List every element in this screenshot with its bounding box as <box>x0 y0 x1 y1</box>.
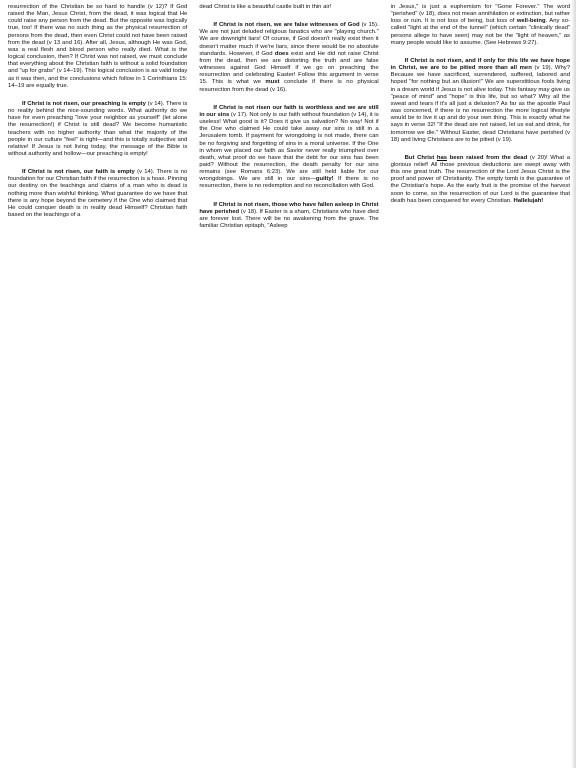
bold-text-run: If Christ is not risen, we are false witnesses of God <box>213 22 360 29</box>
bold-text-run: If Christ is not risen our faith is worthless and we are still in our sins <box>199 104 379 118</box>
paragraph <box>391 155 570 205</box>
paragraph <box>8 101 187 158</box>
paragraph <box>391 58 570 144</box>
text-run: (v 18). If Easter is a sham, Christians who have died are forever lost. There will be no awakening from the grave. The familiar Christian epitaph, "Asleep <box>199 208 379 230</box>
text-run: (v 14). There is no foundation for our Christian faith if the resurrection is a hoax. Pinning our destiny on the teachings and claims of a man who is dead is nothing more than wishful thinking. What guarantee do we have that there is any hope beyond the cemetery if the One who claimed that He could conquer death is in reality dead Himself? Christian faith based on the teachings of a <box>8 169 188 219</box>
bold-text-run: If Christ is not risen, and if only for this life we have hope in Christ, we are to be pitied more than all men <box>390 57 570 72</box>
text-column-3 <box>391 4 570 768</box>
bold-text-run: If Christ is not risen, our faith is empty <box>22 169 135 176</box>
text-run: (v 17). Not only is our faith without foundation (v 14), it is useless! What good is it? Does it give us salvation? No way! Not if the One who claimed He could take away our sins is still in a Jerusalem tomb. If payment for wrongdoing is not made, there can be no forgiving and forgetting of sins in a moral universe. If the One in whom we placed our faith as Savior never really triumphed over death, what proof do we have that the debt for our sins has been paid? Without the resurrection, the death penalty for our sins remains (see Romans 6:23). We are still held liable for our wrongdoings. We are still in our sins— <box>199 111 379 183</box>
bold-text-run: must <box>265 79 280 86</box>
text-run: (v 15). We are not just deluded religious fanatics who are "playing church." We are downright liars! Of course, if God doesn't really exist then it doesn't matter much if we're liars, since there would be no absolute standards. However, if God <box>199 22 379 57</box>
bold-text-run: If Christ is not risen, those who have fallen asleep in Christ have perished <box>199 201 379 215</box>
bold-text-run: been raised from the dead <box>447 154 528 161</box>
text-column-2 <box>199 4 378 768</box>
paragraph <box>199 22 378 94</box>
paragraph <box>8 169 187 219</box>
text-run: (v 20)! What a glorious relief! All those previous deductions are swept away with this one great truth. The resurrection of the Lord Jesus Christ is the proof and power of Christianity. The empty tomb is the guarantee of the Christian's hope. As the early fruit is the promise of the harvest soon to come, so the resurrection of our Lord is the guarantee that death has been conquered for every Christian. <box>390 154 570 204</box>
paragraph <box>8 4 187 90</box>
text-run: dead Christ is like a beautiful castle built in thin air! <box>199 4 332 10</box>
paragraph <box>199 202 378 231</box>
text-run: exist and He did not raise Christ from the dead, then we are distorting the truth and are false witnesses against God Himself if we go on preaching the resurrection and celebrating Easter! Follow this argument in verse 15. This is what we <box>199 50 379 86</box>
text-run: resurrection of the Christian be so hard to handle (v 12)? If God raised the Man, Jesus Christ, from the dead, it was logical that He could raise any person from the dead. But the opposite was logically true, too! If there was no such thing as the physical resurrection of persons from the dead, then even Christ could not have been raised from the dead (v 13 and 16). After all, Jesus, although He was God, was a real flesh and blood person who really died. What is the logical conclusion, then? If Christ was not raised, we must conclude that everything about the Christian faith is without a solid foundation and "up for grabs" (v 14–19). This logical conclusion is as valid today as it was then, and the conclusions which follow in 1 Corinthians 15: 14–19 are equally true. <box>8 4 188 89</box>
page-edge-shadow <box>571 0 576 768</box>
text-run: in Jesus," is just a euphemism for "Gone Forever." The word "perished" (v 18), does not mean annihilation or extinction, but rather loss or ruin. It is not loss of being, but loss of <box>390 4 570 25</box>
paragraph <box>199 105 378 191</box>
bold-text-run: If Christ is not risen, our preaching is empty <box>22 100 146 107</box>
paragraph <box>199 4 378 11</box>
bold-text-run: But Christ <box>404 154 437 161</box>
bold-text-run: well-being <box>516 18 546 25</box>
text-run: . Any so-called "light at the end of the tunnel" (which certain "clinically dead" persons allege to have seen) may not be the "light of heaven," as many people would like to assume. (See Hebrews 9:27). <box>390 18 570 46</box>
bold-text-run: Hallelujah! <box>513 197 544 204</box>
text-column-1 <box>8 4 187 768</box>
text-run: (v 14). There is no reality behind the nice-sounding words. What authority do we have for even preaching "love your neighbor as yourself" (let alone the resurrection!) if Christ is still dead? We become humanistic teachers with no higher authority than what the majority of the people in our culture "feel" is right—and this is totally subjective and relative! If Jesus is not living today, the message of the Bible is without authority and hollow—our preaching is empty! <box>8 100 188 157</box>
text-run: (v 19). Why? Because we have sacrificed, surrendered, suffered, labored and hoped "for nothing but an illusion!" We are superstitious fools living in a dream world if Jesus is not alive today. This fantasy may give us "peace of mind" and "hope" is this life, but so what? Why all the sweat and tears if it's all just a delusion? As far as the apostle Paul was concerned, if there is no resurrection the more logical lifestyle would be to live it up and do your own thing. This is exactly what he says in verse 32! "If the dead are not raised, let us eat and drink, for tomorrow we die." Without Easter, dead Christians have perished (v 18) and living Christians are to be pitied (v 19). <box>390 65 570 143</box>
paragraph <box>391 4 570 47</box>
bold-text-run: guilty! <box>315 176 334 183</box>
bold-text-run: does <box>274 50 289 57</box>
bold-text-run: has <box>436 154 448 161</box>
text-run: If there is no resurrection, there is no redemption and no reconciliation with God. <box>199 176 379 190</box>
text-run: conclude if there is no physical resurrection from the dead (v 16). <box>199 79 379 93</box>
